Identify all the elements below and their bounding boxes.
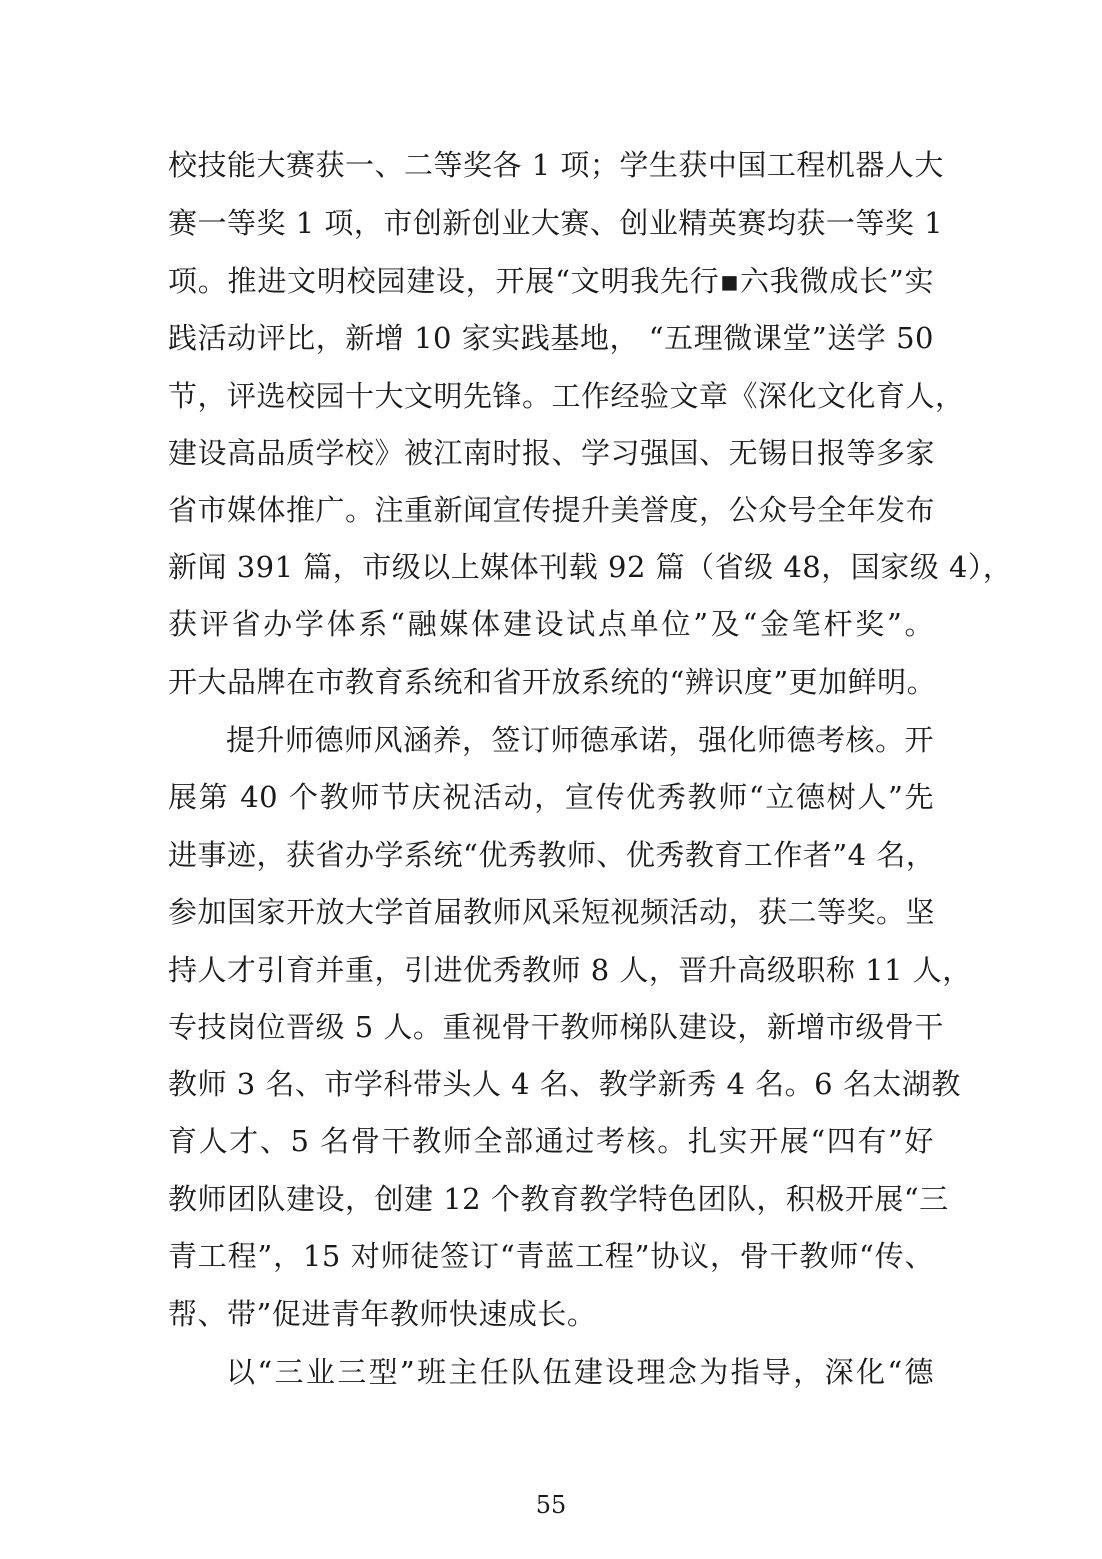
text-line: 进事迹，获省办学系统“优秀教师、优秀教育工作者”4 名，	[168, 838, 936, 872]
text-line: 持人才引育并重，引进优秀教师 8 人，晋升高级职称 11 人，	[168, 953, 972, 987]
text-line: 践活动评比，新增 10 家实践基地， “五理微课堂”送学 50	[168, 321, 934, 355]
paragraph-start-line: 提升师德师风涵养，签订师德承诺，强化师德考核。开	[226, 723, 935, 757]
text-line: 展第 40 个教师节庆祝活动，宣传优秀教师“立德树人”先	[168, 780, 934, 814]
text-line: 帮、带”促进青年教师快速成长。	[168, 1297, 597, 1331]
text-line: 获评省办学体系“融媒体建设试点单位”及“金笔杆奖”。	[168, 607, 934, 641]
text-line: 节，评选校园十大文明先锋。工作经验文章《深化文化育人，	[168, 379, 965, 413]
text-line: 校技能大赛获一、二等奖各 1 项；学生获中国工程机器人大	[168, 148, 944, 182]
text-line: 新闻 391 篇，市级以上媒体刊载 92 篇（省级 48，国家级 4），	[168, 550, 1013, 584]
text-line: 项。推进文明校园建设，开展“文明我先行▪六我微成长”实	[168, 264, 934, 298]
text-line: 建设高品质学校》被江南时报、学习强国、无锡日报等多家	[168, 436, 936, 470]
text-line: 育人才、5 名骨干教师全部通过考核。扎实开展“四有”好	[168, 1124, 934, 1158]
text-line: 赛一等奖 1 项，市创新创业大赛、创业精英赛均获一等奖 1	[168, 206, 944, 240]
text-line: 教师团队建设，创建 12 个教育教学特色团队，积极开展“三	[168, 1182, 949, 1216]
text-line: 青工程”，15 对师徒签订“青蓝工程”协议，骨干教师“传、	[168, 1239, 934, 1273]
paragraph-start-line: 以“三业三型”班主任队伍建设理念为指导，深化“德	[226, 1355, 934, 1389]
page-number: 55	[535, 1491, 567, 1519]
text-line: 专技岗位晋级 5 人。重视骨干教师梯队建设，新增市级骨干	[168, 1010, 944, 1044]
text-line: 参加国家开放大学首届教师风采短视频活动，获二等奖。坚	[168, 895, 936, 929]
text-line: 省市媒体推广。注重新闻宣传提升美誉度，公众号全年发布	[168, 493, 936, 527]
text-line: 教师 3 名、市学科带头人 4 名、教学新秀 4 名。6 名太湖教	[168, 1067, 961, 1101]
text-line: 开大品牌在市教育系统和省开放系统的“辨识度”更加鲜明。	[168, 665, 937, 699]
